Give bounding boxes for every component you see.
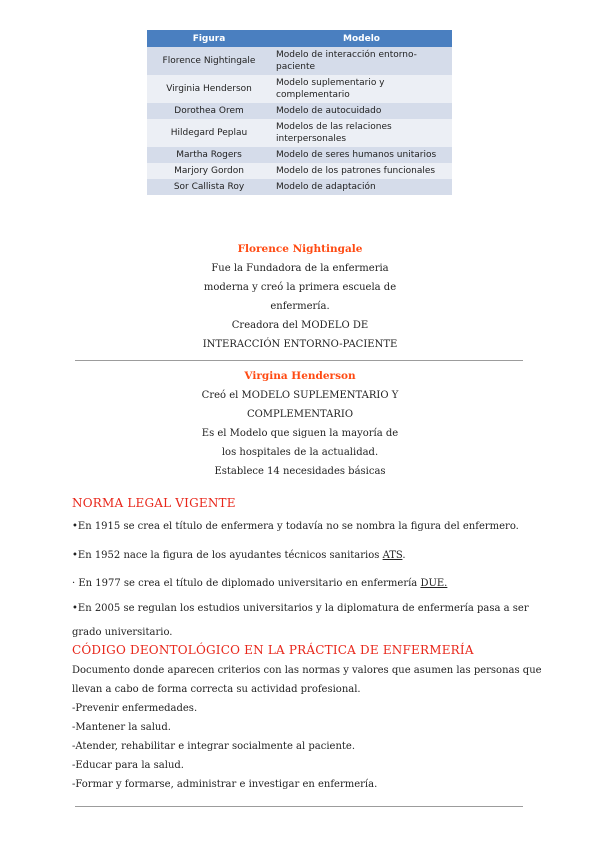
codigo-intro-line: Documento donde aparecen criterios con las normas y valores que asumen las personas que — [72, 665, 542, 676]
cell-modelo: Modelo de interacción entorno-paciente — [271, 47, 452, 75]
henderson-line: COMPLEMENTARIO — [246, 409, 354, 420]
cell-figura: Dorothea Orem — [147, 103, 271, 119]
header-modelo: Modelo — [271, 30, 452, 47]
cell-figura: Virginia Henderson — [147, 75, 271, 103]
norma-heading: NORMA LEGAL VIGENTE — [72, 496, 236, 510]
cell-figura: Marjory Gordon — [147, 163, 271, 179]
cell-modelo: Modelo suplementario y complementario — [271, 75, 452, 103]
table-row — [147, 119, 452, 147]
cell-modelo: Modelo de adaptación — [271, 179, 452, 195]
cell-figura: Sor Callista Roy — [147, 179, 271, 195]
norma-item-abbr: DUE. — [420, 578, 448, 589]
cell-modelo: Modelos de las relaciones interpersonales — [271, 119, 452, 147]
norma-item-after: . — [402, 550, 406, 561]
nightingale-line: moderna y creó la primera escuela de — [203, 282, 397, 293]
norma-item-text: •En 1915 se crea el título de enfermera y todavía no se nombra la figura del enfermero. — [72, 521, 519, 532]
table-header-row — [147, 30, 452, 47]
codigo-bullet: -Prevenir enfermedades. — [72, 703, 198, 714]
codigo-bullet: -Atender, rehabilitar e integrar socialmente al paciente. — [72, 741, 356, 752]
norma-item — [72, 578, 447, 589]
codigo-intro-line: llevan a cabo de forma correcta su actividad profesional. — [72, 684, 361, 695]
henderson-title: Virgina Henderson — [244, 370, 356, 382]
models-table — [147, 30, 452, 195]
henderson-line: Establece 14 necesidades básicas — [214, 466, 386, 477]
henderson-line: los hospitales de la actualidad. — [221, 447, 379, 458]
codigo-bullet: -Formar y formarse, administrar e investigar en enfermería. — [72, 779, 378, 790]
header-figura: Figura — [147, 30, 271, 47]
nightingale-line: INTERACCIÓN ENTORNO-PACIENTE — [202, 339, 398, 350]
norma-item-text: grado universitario. — [72, 627, 173, 638]
nightingale-line: Creadora del MODELO DE — [231, 320, 369, 331]
norma-item — [72, 550, 406, 561]
table-row — [147, 147, 452, 163]
codigo-bullet: -Educar para la salud. — [72, 760, 184, 771]
norma-item-text: •En 2005 se regulan los estudios universitarios y la diplomatura de enfermería pasa a ser — [72, 603, 529, 614]
henderson-line: Es el Modelo que siguen la mayoría de — [201, 428, 399, 439]
henderson-section — [0, 367, 600, 481]
table-row — [147, 179, 452, 195]
cell-modelo: Modelo de autocuidado — [271, 103, 452, 119]
table-row — [147, 163, 452, 179]
codigo-heading: CÓDIGO DEONTOLÓGICO EN LA PRÁCTICA DE ENFERMERÍA — [72, 643, 474, 657]
norma-item — [72, 603, 529, 614]
cell-figura: Florence Nightingale — [147, 47, 271, 75]
cell-modelo: Modelo de los patrones funcionales — [271, 163, 452, 179]
norma-item-text: •En 1952 nace la figura de los ayudantes técnicos sanitarios — [72, 550, 383, 561]
cell-figura: Martha Rogers — [147, 147, 271, 163]
table-row — [147, 75, 452, 103]
norma-item — [72, 627, 172, 638]
divider — [75, 360, 523, 361]
norma-item-text: · En 1977 se crea el título de diplomado universitario en enfermería — [72, 578, 421, 589]
cell-figura: Hildegard Peplau — [147, 119, 271, 147]
divider — [75, 806, 523, 807]
nightingale-section — [0, 240, 600, 354]
norma-item — [72, 521, 519, 532]
henderson-line: Creó el MODELO SUPLEMENTARIO Y — [201, 390, 399, 401]
table-row — [147, 103, 452, 119]
table-row — [147, 47, 452, 75]
nightingale-title: Florence Nightingale — [237, 243, 363, 255]
cell-modelo: Modelo de seres humanos unitarios — [271, 147, 452, 163]
norma-item-abbr: ATS — [382, 550, 403, 561]
nightingale-line: Fue la Fundadora de la enfermeria — [211, 263, 389, 274]
nightingale-line: enfermería. — [270, 301, 330, 312]
codigo-bullet: -Mantener la salud. — [72, 722, 171, 733]
